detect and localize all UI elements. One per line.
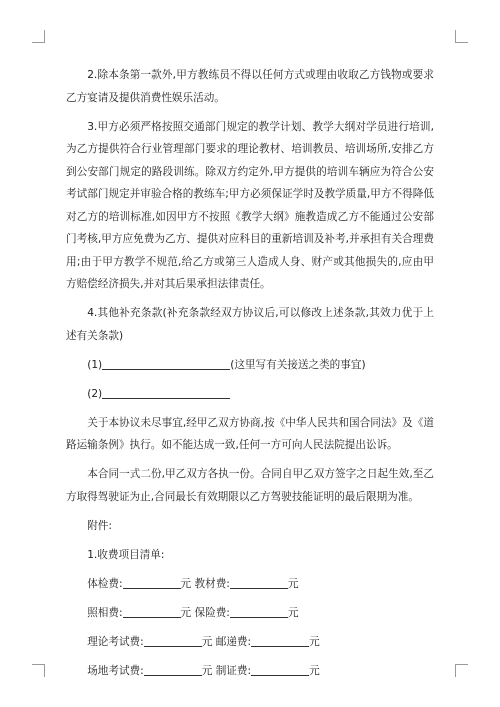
fee-blank[interactable] xyxy=(230,604,288,618)
supplement-item-2 xyxy=(66,383,434,406)
fee-row xyxy=(66,660,434,682)
page-corner-mark-bottom-right xyxy=(455,664,468,677)
fee-row xyxy=(66,573,434,595)
fee-blank[interactable] xyxy=(251,662,309,676)
fee-unit: 元 xyxy=(287,577,299,590)
fee-label: 照相费: xyxy=(87,606,123,619)
fee-blank[interactable] xyxy=(144,662,202,676)
supplement-item-1-blank[interactable] xyxy=(102,356,230,370)
clause-2-paragraph: 2.除本条第一款外,甲方教练员不得以任何方式或理由收取乙方钱物或要求乙方宴请及提供消费性娱乐活动。 xyxy=(66,69,434,104)
page-corner-mark-top-left xyxy=(32,30,45,43)
fee-blank[interactable] xyxy=(144,633,202,647)
fee-unit: 元 xyxy=(180,577,192,590)
fee-label: 保险费: xyxy=(194,606,230,619)
fee-label: 制证费: xyxy=(215,664,252,677)
contract-validity-paragraph: 本合同一式二份,甲乙双方各执一份。合同自甲乙双方签字之日起生效,至乙方取得驾驶证为止,合同最长有效期限以乙方驾驶技能证明的最后限期为准。 xyxy=(66,468,434,503)
fee-label: 理论考试费: xyxy=(87,635,144,648)
fee-label: 体检费: xyxy=(87,577,123,590)
fee-blank[interactable] xyxy=(251,633,309,647)
attachment-heading: 附件: xyxy=(87,519,112,532)
fee-label: 教材费: xyxy=(194,577,230,590)
fee-unit: 元 xyxy=(309,664,320,677)
fee-row xyxy=(66,602,434,624)
supplement-item-1-prefix: (1) xyxy=(87,358,103,371)
clause-3-paragraph: 3.甲方必须严格按照交通部门规定的教学计划、教学大纲对学员进行培训,为乙方提供符合行业管理部门要求的理论教材、培训教员、培训场所,安排乙方到公安部门规定的路段训练。除双方约定外,甲方提供的培训车辆应为符合公安考试部门规定并审验合格的教练车;甲方必须保证学时及教学质量,甲方不得降低对乙方的培训标准,如因甲方不按照《教学大纲》施教造成乙方不能通过公安部门考核,甲方应免费为乙方、提供对应科目的重新培训及补考,并承担有关合理费用;由于甲方教学不规范,给乙方或第三人造成人身、财产或其他损失的,应由甲方赔偿经济损失,并对其后果承担法律责任。 xyxy=(66,120,434,290)
document-body xyxy=(66,64,434,689)
supplement-item-2-blank[interactable] xyxy=(102,385,230,399)
clause-4-paragraph: 4.其他补充条款(补充条款经双方协议后,可以修改上述条款,其效力优于上述有关条款) xyxy=(66,307,434,342)
fee-label: 场地考试费: xyxy=(87,664,144,677)
unresolved-matters-paragraph: 关于本协议未尽事宜,经甲乙双方协商,按《中华人民共和国合同法》及《道路运输条例》执行。如不能达成一致,任何一方可向人民法院提出讼诉。 xyxy=(66,416,434,451)
fee-unit: 元 xyxy=(201,635,213,648)
fee-blank[interactable] xyxy=(123,604,181,618)
fee-unit: 元 xyxy=(180,606,192,619)
page-corner-mark-top-right xyxy=(455,30,468,43)
fee-row xyxy=(66,631,434,653)
page-corner-mark-bottom-left xyxy=(32,664,45,677)
fee-label: 邮递费: xyxy=(215,635,252,648)
fee-unit: 元 xyxy=(309,635,320,648)
fee-list-title: 1.收费项目清单: xyxy=(87,548,165,561)
supplement-item-1-note: (这里写有关接送之类的事宜) xyxy=(230,358,366,371)
fee-blank[interactable] xyxy=(230,575,288,589)
fee-unit: 元 xyxy=(201,664,213,677)
fee-unit: 元 xyxy=(287,606,299,619)
supplement-item-2-prefix: (2) xyxy=(87,387,103,400)
supplement-item-1 xyxy=(66,354,434,377)
fee-blank[interactable] xyxy=(123,575,181,589)
